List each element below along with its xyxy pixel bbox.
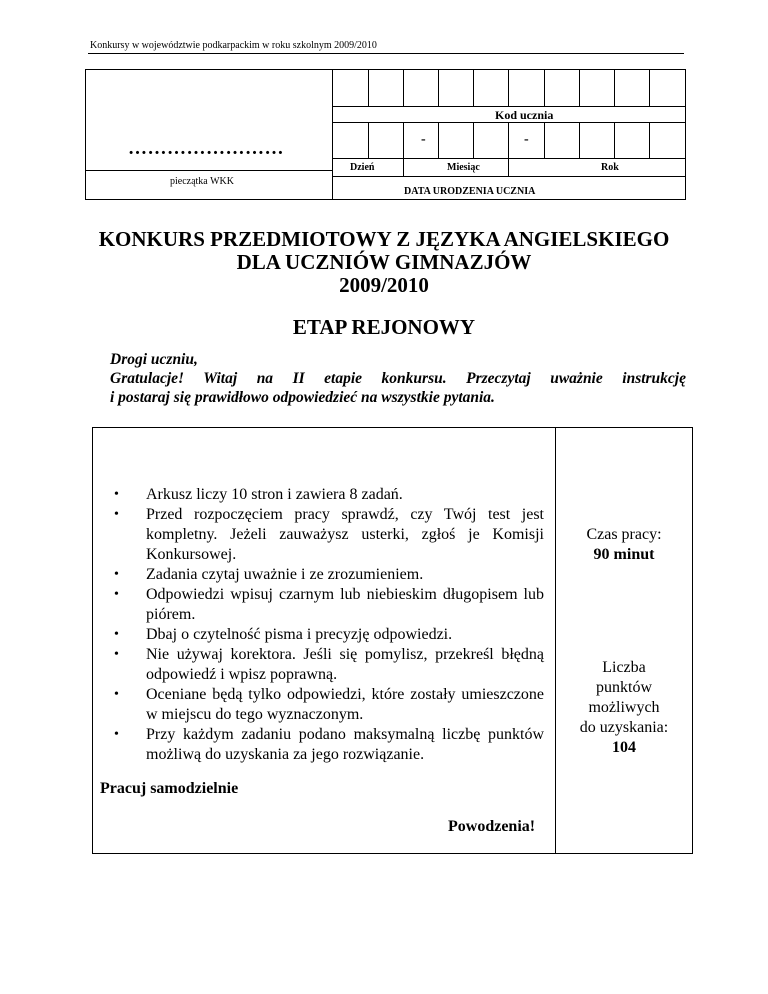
stamp-label: pieczątka WKK (170, 176, 234, 187)
birth-date-label: DATA URODZENIA UCZNIA (404, 186, 536, 197)
intro-greeting: Drogi uczniu, (110, 351, 198, 368)
instruction-item: • Oceniane będą tylko odpowiedzi, które zostały umieszczone w miejscu do tego wyznaczonym. (104, 685, 544, 725)
code-cell (473, 69, 474, 106)
intro-line-3: i postaraj się prawidłowo odpowiedzieć na wszystkie pytania. (110, 389, 495, 406)
instruction-item: • Przed rozpoczęciem pracy sprawdź, czy Twój test jest kompletny. Jeżeli zauważysz usterki, zgłoś je Komisji Konkursowej. (104, 505, 544, 565)
date-cell (438, 122, 439, 158)
contest-year: 2009/2010 (339, 273, 429, 297)
instructions-divider (555, 427, 556, 854)
date-cell (403, 122, 404, 176)
work-time-value: 90 minut (593, 546, 655, 563)
stamp-dots: …………………… (128, 138, 284, 159)
date-cell (368, 122, 369, 158)
code-cell (403, 69, 404, 106)
instruction-item: • Odpowiedzi wpisuj czarnym lub niebieskim długopisem lub piórem. (104, 585, 544, 625)
date-row-bottom (332, 158, 686, 159)
month-label: Miesiąc (447, 162, 480, 173)
stage-title: ETAP REJONOWY (292, 315, 476, 339)
date-cell (473, 122, 474, 158)
date-row-top (332, 122, 686, 123)
year-label: Rok (601, 162, 619, 173)
code-cell (614, 69, 615, 106)
code-cell (579, 69, 580, 106)
good-luck: Powodzenia! (448, 818, 536, 835)
instructions-list (104, 485, 544, 765)
date-dash: - (421, 132, 426, 147)
stamp-rule (85, 170, 332, 171)
code-cell (508, 69, 509, 106)
points-value: 104 (612, 739, 636, 756)
code-cell (544, 69, 545, 106)
stamp-divider (332, 69, 333, 200)
points-label-2: punktów (596, 679, 652, 696)
instruction-item: • Dbaj o czytelność pisma i precyzję odpowiedzi. (104, 625, 544, 645)
contest-title-line2: DLA UCZNIÓW GIMNAZJÓW (236, 250, 532, 274)
code-cell (368, 69, 369, 106)
intro-text (110, 350, 686, 407)
instruction-item: • Przy każdym zadaniu podano maksymalną liczbę punktów możliwą do uzyskania za jego rozwiązanie. (104, 725, 544, 765)
max-points (556, 658, 692, 758)
work-note: Pracuj samodzielnie (100, 780, 239, 797)
code-cell (649, 69, 650, 106)
date-cell (579, 122, 580, 158)
header-rule (88, 53, 684, 54)
date-cell (614, 122, 615, 158)
instruction-item: • Nie używaj korektora. Jeśli się pomylisz, przekreśl błędną odpowiedź i wpisz poprawną. (104, 645, 544, 685)
points-label-1: Liczba (602, 659, 646, 676)
points-label-3: możliwych (588, 699, 660, 716)
instruction-item: • Zadania czytaj uważnie i ze zrozumieniem. (104, 565, 544, 585)
date-label-rule (332, 176, 686, 177)
contest-title-line1: KONKURS PRZEDMIOTOWY Z JĘZYKA ANGIELSKIEGO (98, 227, 670, 251)
code-row-rule (332, 106, 686, 107)
instruction-item: • Arkusz liczy 10 stron i zawiera 8 zadań. (104, 485, 544, 505)
student-code-label: Kod ucznia (495, 108, 554, 122)
date-cell (649, 122, 650, 158)
intro-line-2: Gratulacje! Witaj na II etapie konkursu. Przeczytaj uważnie instrukcję (110, 370, 686, 387)
date-cell (544, 122, 545, 158)
work-time (556, 525, 692, 565)
day-label: Dzień (350, 162, 375, 173)
page-header-text: Konkursy w województwie podkarpackim w roku szkolnym 2009/2010 (90, 40, 377, 51)
work-time-label: Czas pracy: (586, 526, 662, 543)
code-cell (438, 69, 439, 106)
points-label-4: do uzyskania: (579, 719, 669, 736)
date-dash: - (524, 132, 529, 147)
date-cell (508, 122, 509, 176)
